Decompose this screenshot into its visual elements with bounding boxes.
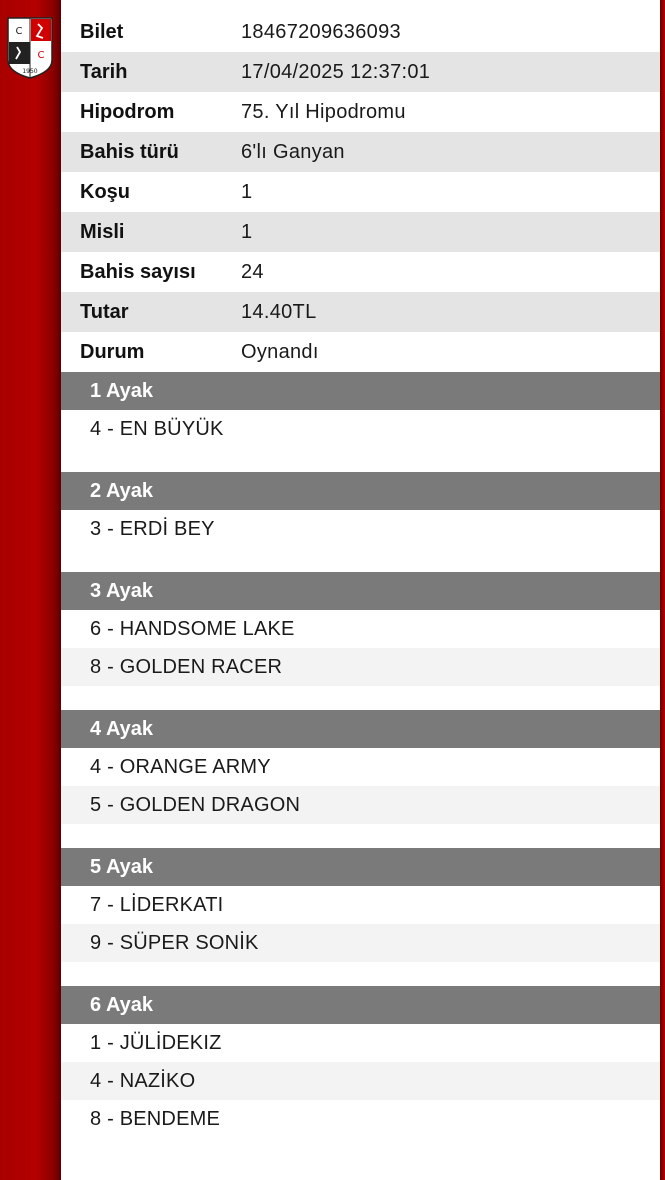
- leg-header: 1 Ayak: [61, 372, 660, 410]
- ticket-row-value: 24: [241, 260, 264, 283]
- ticket-row-4: [61, 172, 660, 212]
- ticket-row-label: Bilet: [80, 20, 124, 43]
- leg-horse-item: 9 - SÜPER SONİK: [61, 924, 660, 962]
- ticket-row-value: 18467209636093: [241, 20, 401, 43]
- ticket-row-value: 1: [241, 220, 253, 243]
- ticket-info-table: [61, 0, 660, 372]
- ticket-row-label: Bahis sayısı: [80, 260, 196, 283]
- ticket-row-label: Durum: [80, 340, 145, 363]
- ticket-row-7: [61, 292, 660, 332]
- ticket-row-8: [61, 332, 660, 372]
- leg-gap: [61, 824, 660, 848]
- leg-horse-item: 8 - GOLDEN RACER: [61, 648, 660, 686]
- svg-text:C: C: [15, 26, 23, 37]
- leg-horse-item: 3 - ERDİ BEY: [90, 517, 215, 540]
- ticket-row-value: 14.40TL: [241, 300, 317, 323]
- leg-header: 5 Ayak: [61, 848, 660, 886]
- leg-horse-item: 8 - BENDEME: [90, 1107, 221, 1130]
- ticket-row-value: 6'lı Ganyan: [241, 140, 345, 163]
- leg-horse-item: 5 - GOLDEN DRAGON: [61, 786, 660, 824]
- ticket-detail: [61, 0, 660, 1162]
- ticket-row-value: 1: [241, 180, 253, 203]
- ticket-row-1: [61, 52, 660, 92]
- leg-horse-item: 1 - JÜLİDEKIZ: [90, 1031, 222, 1054]
- leg-gap: [61, 1138, 660, 1162]
- ticket-row-value: 17/04/2025 12:37:01: [241, 60, 431, 83]
- ticket-row-label: Bahis türü: [80, 140, 179, 163]
- leg-horse-item: 7 - LİDERKATI: [90, 893, 224, 916]
- club-logo-icon: [5, 16, 55, 80]
- ticket-row-value: 75. Yıl Hipodromu: [241, 100, 406, 123]
- leg-gap: [61, 448, 660, 472]
- ticket-row-5: [61, 212, 660, 252]
- legs-list: [61, 372, 660, 1162]
- leg-horse-item: 4 - EN BÜYÜK: [90, 417, 224, 440]
- ticket-row-2: [61, 92, 660, 132]
- ticket-row-value: Oynandı: [241, 340, 319, 363]
- leg-header: 4 Ayak: [61, 710, 660, 748]
- ticket-row-label: Tarih: [80, 60, 128, 83]
- leg-gap: [61, 686, 660, 710]
- ticket-row-label: Misli: [80, 220, 125, 243]
- ticket-row-0: [61, 0, 660, 52]
- leg-header: 3 Ayak: [61, 572, 660, 610]
- ticket-row-6: [61, 252, 660, 292]
- leg-gap: [61, 548, 660, 572]
- leg-horse-item: 4 - ORANGE ARMY: [90, 755, 271, 778]
- ticket-row-label: Hipodrom: [80, 100, 175, 123]
- ticket-row-label: Koşu: [80, 180, 130, 203]
- leg-horse-item: 6 - HANDSOME LAKE: [90, 617, 295, 640]
- leg-gap: [61, 962, 660, 986]
- right-side-bar: [660, 0, 665, 1180]
- leg-horse-item: 4 - NAZİKO: [61, 1062, 660, 1100]
- svg-text:C: C: [37, 50, 45, 61]
- ticket-row-label: Tutar: [80, 300, 129, 323]
- left-side-bar: [0, 0, 61, 1180]
- leg-header: 2 Ayak: [61, 472, 660, 510]
- svg-text:1950: 1950: [22, 68, 38, 75]
- ticket-row-3: [61, 132, 660, 172]
- leg-header: 6 Ayak: [61, 986, 660, 1024]
